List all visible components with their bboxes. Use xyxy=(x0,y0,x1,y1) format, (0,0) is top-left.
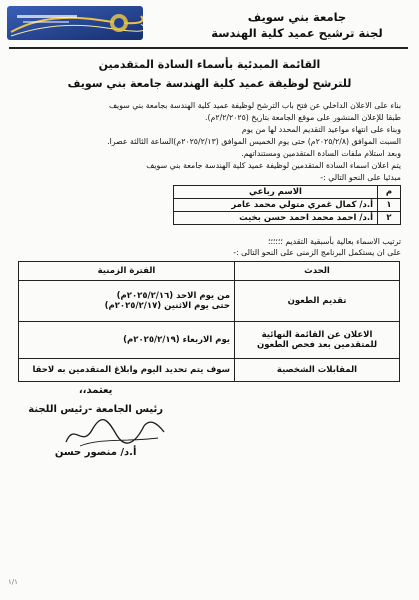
intro-line: وبناء على انتهاء مواعيد التقديم المحدد لها من يوم xyxy=(241,125,401,134)
candidate-name: أ.د/ احمد محمد احمد حسن بخيت xyxy=(174,212,378,225)
signatory-name: أ.د/ منصور حسن xyxy=(54,447,137,458)
time-text: يوم الاربعاء (٢٠٢٥/٢/١٩م) xyxy=(123,335,230,345)
committee-name: لجنة ترشيح عميد كلية الهندسة xyxy=(211,26,383,40)
event-text: الاعلان عن القائمة النهائية xyxy=(261,330,373,340)
letterhead xyxy=(197,9,397,41)
event-text: المقابلات الشخصية xyxy=(276,365,358,375)
table-row xyxy=(174,199,401,212)
time-cell xyxy=(19,281,235,322)
table-header-row xyxy=(19,262,400,281)
university-name: جامعة بني سويف xyxy=(247,10,347,24)
header-divider xyxy=(9,47,408,49)
ordering-note: ترتيب الاسماء بعالية بأسبقية التقديم ؛؛؛؛؛؛ xyxy=(267,237,401,246)
time-text: من يوم الاحد (٢٠٢٥/٢/١٦م) xyxy=(116,291,230,301)
intro-line: يتم اعلان اسماء السادة المتقدمين لوظيفة عميد كلية الهندسة جامعة بني سويف xyxy=(146,161,401,170)
schedule-table xyxy=(18,261,400,382)
table-row xyxy=(174,212,401,225)
event-text: تقديم الطعون xyxy=(287,296,347,306)
intro-line: بناء على الاعلان الداخلي عن فتح باب الترشح لوظيفة عميد كلية الهندسة بجامعة بني سويف xyxy=(108,101,401,110)
intro-line: وبعد استلام ملفات السادة المتقدمين ومستنداتهم. xyxy=(241,149,401,158)
event-cell xyxy=(235,322,400,359)
document-title xyxy=(0,55,419,93)
university-logo xyxy=(7,6,143,40)
candidate-name: أ.د/ كمال غمري متولي محمد عامر xyxy=(174,199,378,212)
page-number: ١/١ xyxy=(8,578,18,586)
table-header-row xyxy=(174,186,401,199)
intro-line: السبت الموافق (٢٠٢٥/٢/٨م) حتى يوم الخميس الموافق (٢٠٢٥/٢/١٣م)الساعة الثالثة عصرا. xyxy=(107,137,401,146)
intro-line: طبقا للإعلان المنشور على موقع الجامعة بتاريخ (٢/٢/٢٠٢٥م). xyxy=(205,113,401,122)
handwritten-signature xyxy=(60,412,170,452)
col-number-header: م xyxy=(378,186,401,199)
signatory-role: رئيس الجامعة -رئيس اللجنة xyxy=(28,404,163,415)
schedule-note: على ان يستكمل البرنامج الزمنى على النحو التالى :- xyxy=(233,248,401,257)
event-cell xyxy=(235,281,400,322)
event-text: للمتقدمين بعد فحص الطعون xyxy=(256,340,378,350)
candidate-number: ٢ xyxy=(378,212,401,225)
table-row xyxy=(19,322,400,359)
title-line-2: للترشح لوظيفة عميد كلية الهندسة جامعة بني سويف xyxy=(67,77,352,90)
logo-graphic xyxy=(7,6,143,40)
candidates-table xyxy=(173,185,401,225)
col-name-header: الاسم رباعي xyxy=(174,186,378,199)
time-text: حتى يوم الاثنين (٢٠٢٥/٢/١٧م) xyxy=(104,301,230,311)
candidate-number: ١ xyxy=(378,199,401,212)
col-time-header: الفترة الزمنية xyxy=(19,262,235,281)
table-row xyxy=(19,359,400,382)
table-row xyxy=(19,281,400,322)
time-text: سوف يتم تحديد اليوم وابلاغ المتقدمين به لاحقا xyxy=(32,365,230,375)
intro-line: مبدئيا على النحو التالي :- xyxy=(320,173,401,182)
col-event-header: الحدث xyxy=(235,262,400,281)
time-cell xyxy=(19,359,235,382)
event-cell xyxy=(235,359,400,382)
approval-text: يعتمد،، xyxy=(78,385,113,396)
time-cell xyxy=(19,322,235,359)
title-line-1: القائمة المبدئية بأسماء السادة المتقدمين xyxy=(98,58,321,71)
